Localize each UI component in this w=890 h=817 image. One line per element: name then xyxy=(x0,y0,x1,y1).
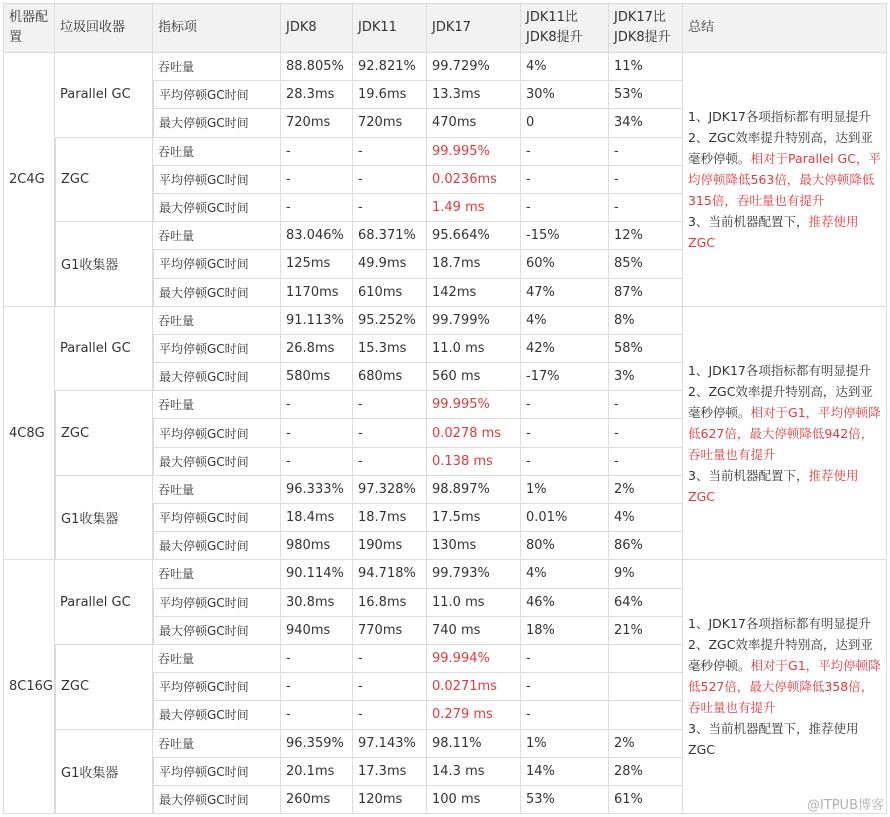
collector-cell: Parallel GC xyxy=(55,53,153,138)
jdk11-cell: 770ms xyxy=(353,617,427,645)
collector-cell: G1收集器 xyxy=(55,222,153,307)
jdk17-gain-cell: 11% xyxy=(609,53,683,81)
machine-config-cell: 2C4G xyxy=(3,53,55,307)
jdk17-cell: 11.0 ms xyxy=(427,589,521,617)
jdk8-cell: 30.8ms xyxy=(281,589,353,617)
jdk17-gain-cell: 64% xyxy=(609,589,683,617)
metric-cell: 平均停顿GC时间 xyxy=(153,504,281,532)
jdk11-cell: - xyxy=(353,419,427,447)
metric-cell: 最大停顿GC时间 xyxy=(153,617,281,645)
metric-cell: 最大停顿GC时间 xyxy=(153,109,281,137)
jdk11-cell: - xyxy=(353,391,427,419)
metric-cell: 吞吐量 xyxy=(153,138,281,166)
jdk17-cell: 99.994% xyxy=(427,645,521,673)
jdk11-gain-cell: - xyxy=(521,645,609,673)
jdk17-cell: 13.3ms xyxy=(427,81,521,109)
jdk8-cell: 260ms xyxy=(281,786,353,814)
collector-cell: ZGC xyxy=(55,645,153,730)
jdk17-gain-cell xyxy=(609,645,683,673)
metric-cell: 吞吐量 xyxy=(153,560,281,588)
header-jdk11-vs-jdk8: JDK11比JDK8提升 xyxy=(521,3,609,53)
jdk17-cell: 0.138 ms xyxy=(427,448,521,476)
jdk17-cell: 98.11% xyxy=(427,730,521,758)
jdk11-gain-cell: - xyxy=(521,194,609,222)
jdk11-cell: 97.328% xyxy=(353,476,427,504)
jdk17-cell: 17.5ms xyxy=(427,504,521,532)
metric-cell: 平均停顿GC时间 xyxy=(153,673,281,701)
jdk11-cell: - xyxy=(353,673,427,701)
summary-text: 3、当前机器配置下， xyxy=(688,467,809,483)
jdk17-cell: 0.0278 ms xyxy=(427,419,521,447)
summary-highlight: 相对于G1，平均停顿降低627倍，最大停顿降低942倍，吞吐量也有提升 xyxy=(688,404,881,462)
jdk11-cell: 49.9ms xyxy=(353,250,427,278)
jdk17-gain-cell: 28% xyxy=(609,758,683,786)
jdk17-gain-cell: - xyxy=(609,448,683,476)
jdk8-cell: 18.4ms xyxy=(281,504,353,532)
jdk8-cell: - xyxy=(281,645,353,673)
jdk11-gain-cell: 46% xyxy=(521,589,609,617)
gc-comparison-table xyxy=(3,3,887,814)
jdk11-cell: - xyxy=(353,701,427,729)
jdk17-cell: 740 ms xyxy=(427,617,521,645)
summary-highlight: 相对于Parallel GC，平均停顿降低563倍，最大停顿降低315倍，吞吐量也有提升 xyxy=(688,150,881,208)
jdk17-cell: 98.897% xyxy=(427,476,521,504)
jdk17-gain-cell: 4% xyxy=(609,504,683,532)
jdk17-cell: 99.995% xyxy=(427,391,521,419)
jdk8-cell: 96.333% xyxy=(281,476,353,504)
jdk17-gain-cell: 87% xyxy=(609,279,683,307)
jdk17-cell: 99.793% xyxy=(427,560,521,588)
header-row xyxy=(3,3,887,53)
table-row xyxy=(3,307,887,335)
jdk11-cell: - xyxy=(353,194,427,222)
jdk11-cell: 95.252% xyxy=(353,307,427,335)
summary-highlight: 推荐使用ZGC xyxy=(688,467,859,504)
summary-cell xyxy=(683,53,887,307)
jdk8-cell: 91.113% xyxy=(281,307,353,335)
jdk17-gain-cell: 3% xyxy=(609,363,683,391)
summary-text: 1、JDK17各项指标都有明显提升 xyxy=(688,616,871,632)
jdk17-cell: 99.799% xyxy=(427,307,521,335)
jdk11-cell: - xyxy=(353,166,427,194)
jdk8-cell: 26.8ms xyxy=(281,335,353,363)
jdk11-gain-cell: 80% xyxy=(521,532,609,560)
jdk11-gain-cell: 30% xyxy=(521,81,609,109)
metric-cell: 吞吐量 xyxy=(153,222,281,250)
jdk17-cell: 95.664% xyxy=(427,222,521,250)
collector-cell: ZGC xyxy=(55,391,153,476)
metric-cell: 平均停顿GC时间 xyxy=(153,81,281,109)
jdk11-gain-cell: - xyxy=(521,166,609,194)
jdk17-cell: 142ms xyxy=(427,279,521,307)
jdk11-gain-cell: - xyxy=(521,701,609,729)
jdk8-cell: 83.046% xyxy=(281,222,353,250)
jdk8-cell: 88.805% xyxy=(281,53,353,81)
jdk17-gain-cell xyxy=(609,701,683,729)
summary-text: 3、当前机器配置下， xyxy=(688,213,809,229)
metric-cell: 平均停顿GC时间 xyxy=(153,589,281,617)
jdk11-gain-cell: 18% xyxy=(521,617,609,645)
summary-cell xyxy=(683,307,887,561)
header-summary: 总结 xyxy=(683,3,887,53)
jdk17-cell: 130ms xyxy=(427,532,521,560)
jdk8-cell: 580ms xyxy=(281,363,353,391)
collector-cell: G1收集器 xyxy=(55,476,153,561)
jdk17-gain-cell xyxy=(609,673,683,701)
header-jdk17: JDK17 xyxy=(427,3,521,53)
jdk17-gain-cell: 9% xyxy=(609,560,683,588)
jdk8-cell: 28.3ms xyxy=(281,81,353,109)
jdk17-cell: 0.0271ms xyxy=(427,673,521,701)
summary-text: 3、当前机器配置下，推荐使用ZGC xyxy=(688,721,859,758)
jdk17-gain-cell: 86% xyxy=(609,532,683,560)
metric-cell: 最大停顿GC时间 xyxy=(153,363,281,391)
jdk11-cell: 18.7ms xyxy=(353,504,427,532)
jdk17-cell: 470ms xyxy=(427,109,521,137)
jdk11-cell: 19.6ms xyxy=(353,81,427,109)
jdk11-cell: 97.143% xyxy=(353,730,427,758)
jdk11-gain-cell: - xyxy=(521,391,609,419)
jdk11-cell: 92.821% xyxy=(353,53,427,81)
jdk11-gain-cell: - xyxy=(521,419,609,447)
jdk11-gain-cell: -17% xyxy=(521,363,609,391)
metric-cell: 最大停顿GC时间 xyxy=(153,448,281,476)
table-row xyxy=(3,560,887,588)
jdk8-cell: 940ms xyxy=(281,617,353,645)
header-jdk17-vs-jdk8: JDK17比JDK8提升 xyxy=(609,3,683,53)
metric-cell: 最大停顿GC时间 xyxy=(153,194,281,222)
jdk11-cell: 610ms xyxy=(353,279,427,307)
jdk17-gain-cell: - xyxy=(609,419,683,447)
jdk17-gain-cell: 85% xyxy=(609,250,683,278)
jdk8-cell: - xyxy=(281,391,353,419)
jdk17-gain-cell: 21% xyxy=(609,617,683,645)
jdk8-cell: - xyxy=(281,194,353,222)
jdk11-cell: 120ms xyxy=(353,786,427,814)
summary-highlight: 推荐使用ZGC xyxy=(688,213,859,250)
collector-cell: Parallel GC xyxy=(55,307,153,392)
jdk11-cell: 94.718% xyxy=(353,560,427,588)
metric-cell: 平均停顿GC时间 xyxy=(153,166,281,194)
jdk11-gain-cell: 0 xyxy=(521,109,609,137)
metric-cell: 平均停顿GC时间 xyxy=(153,250,281,278)
metric-cell: 最大停顿GC时间 xyxy=(153,532,281,560)
jdk17-cell: 99.729% xyxy=(427,53,521,81)
jdk11-cell: 680ms xyxy=(353,363,427,391)
metric-cell: 平均停顿GC时间 xyxy=(153,335,281,363)
jdk8-cell: 980ms xyxy=(281,532,353,560)
jdk17-gain-cell: 34% xyxy=(609,109,683,137)
table-row xyxy=(3,53,887,81)
metric-cell: 吞吐量 xyxy=(153,645,281,673)
jdk11-gain-cell: -15% xyxy=(521,222,609,250)
header-machine: 机器配置 xyxy=(3,3,55,53)
jdk8-cell: 1170ms xyxy=(281,279,353,307)
jdk8-cell: - xyxy=(281,448,353,476)
jdk11-gain-cell: 4% xyxy=(521,53,609,81)
summary-text: 2、ZGC效率提升特别高，达到亚毫秒停顿。 xyxy=(688,637,873,674)
jdk11-cell: 16.8ms xyxy=(353,589,427,617)
jdk11-gain-cell: 60% xyxy=(521,250,609,278)
jdk11-cell: - xyxy=(353,138,427,166)
jdk11-gain-cell: 47% xyxy=(521,279,609,307)
summary-text: 2、ZGC效率提升特别高，达到亚毫秒停顿。 xyxy=(688,129,873,166)
header-collector: 垃圾回收器 xyxy=(55,3,153,53)
jdk17-gain-cell: 12% xyxy=(609,222,683,250)
metric-cell: 平均停顿GC时间 xyxy=(153,758,281,786)
jdk11-cell: - xyxy=(353,645,427,673)
jdk17-gain-cell: 61% xyxy=(609,786,683,814)
jdk11-gain-cell: - xyxy=(521,673,609,701)
jdk17-cell: 14.3 ms xyxy=(427,758,521,786)
collector-cell: ZGC xyxy=(55,138,153,223)
jdk11-gain-cell: 4% xyxy=(521,307,609,335)
jdk17-cell: 0.279 ms xyxy=(427,701,521,729)
jdk11-gain-cell: 0.01% xyxy=(521,504,609,532)
jdk11-gain-cell: 1% xyxy=(521,476,609,504)
header-metric: 指标项 xyxy=(153,3,281,53)
jdk8-cell: - xyxy=(281,673,353,701)
metric-cell: 吞吐量 xyxy=(153,53,281,81)
jdk11-cell: 68.371% xyxy=(353,222,427,250)
jdk11-gain-cell: 1% xyxy=(521,730,609,758)
jdk8-cell: 20.1ms xyxy=(281,758,353,786)
jdk8-cell: - xyxy=(281,166,353,194)
machine-config-cell: 4C8G xyxy=(3,307,55,561)
metric-cell: 平均停顿GC时间 xyxy=(153,419,281,447)
jdk17-cell: 18.7ms xyxy=(427,250,521,278)
metric-cell: 最大停顿GC时间 xyxy=(153,786,281,814)
jdk11-cell: 720ms xyxy=(353,109,427,137)
jdk17-gain-cell: - xyxy=(609,138,683,166)
table-body xyxy=(3,53,887,814)
jdk8-cell: - xyxy=(281,701,353,729)
jdk17-gain-cell: - xyxy=(609,194,683,222)
metric-cell: 最大停顿GC时间 xyxy=(153,701,281,729)
metric-cell: 吞吐量 xyxy=(153,476,281,504)
summary-text: 2、ZGC效率提升特别高，达到亚毫秒停顿。 xyxy=(688,383,873,420)
jdk11-cell: 15.3ms xyxy=(353,335,427,363)
jdk8-cell: - xyxy=(281,138,353,166)
jdk17-gain-cell: 2% xyxy=(609,730,683,758)
summary-highlight: 相对于G1，平均停顿降低527倍，最大停顿降低358倍，吞吐量也有提升 xyxy=(688,658,881,716)
jdk17-cell: 100 ms xyxy=(427,786,521,814)
jdk17-cell: 1.49 ms xyxy=(427,194,521,222)
summary-text: 1、JDK17各项指标都有明显提升 xyxy=(688,108,871,124)
jdk17-cell: 99.995% xyxy=(427,138,521,166)
jdk17-cell: 11.0 ms xyxy=(427,335,521,363)
jdk11-gain-cell: 4% xyxy=(521,560,609,588)
jdk11-cell: 17.3ms xyxy=(353,758,427,786)
jdk8-cell: 90.114% xyxy=(281,560,353,588)
metric-cell: 最大停顿GC时间 xyxy=(153,279,281,307)
metric-cell: 吞吐量 xyxy=(153,307,281,335)
jdk8-cell: 720ms xyxy=(281,109,353,137)
jdk17-gain-cell: - xyxy=(609,391,683,419)
jdk17-gain-cell: 8% xyxy=(609,307,683,335)
jdk11-gain-cell: - xyxy=(521,448,609,476)
jdk17-gain-cell: - xyxy=(609,166,683,194)
machine-config-cell: 8C16G xyxy=(3,560,55,814)
header-jdk11: JDK11 xyxy=(353,3,427,53)
header-jdk8: JDK8 xyxy=(281,3,353,53)
jdk17-gain-cell: 2% xyxy=(609,476,683,504)
jdk17-cell: 0.0236ms xyxy=(427,166,521,194)
summary-text: 1、JDK17各项指标都有明显提升 xyxy=(688,362,871,378)
jdk8-cell: 125ms xyxy=(281,250,353,278)
jdk17-gain-cell: 58% xyxy=(609,335,683,363)
metric-cell: 吞吐量 xyxy=(153,730,281,758)
jdk11-gain-cell: 14% xyxy=(521,758,609,786)
jdk17-gain-cell: 53% xyxy=(609,81,683,109)
metric-cell: 吞吐量 xyxy=(153,391,281,419)
jdk11-gain-cell: 53% xyxy=(521,786,609,814)
jdk17-cell: 560 ms xyxy=(427,363,521,391)
jdk11-cell: - xyxy=(353,448,427,476)
jdk8-cell: 96.359% xyxy=(281,730,353,758)
jdk11-gain-cell: 42% xyxy=(521,335,609,363)
collector-cell: Parallel GC xyxy=(55,560,153,645)
jdk11-cell: 190ms xyxy=(353,532,427,560)
jdk8-cell: - xyxy=(281,419,353,447)
jdk11-gain-cell: - xyxy=(521,138,609,166)
summary-cell xyxy=(683,560,887,814)
watermark: @ITPUB博客 xyxy=(806,798,884,813)
collector-cell: G1收集器 xyxy=(55,730,153,815)
